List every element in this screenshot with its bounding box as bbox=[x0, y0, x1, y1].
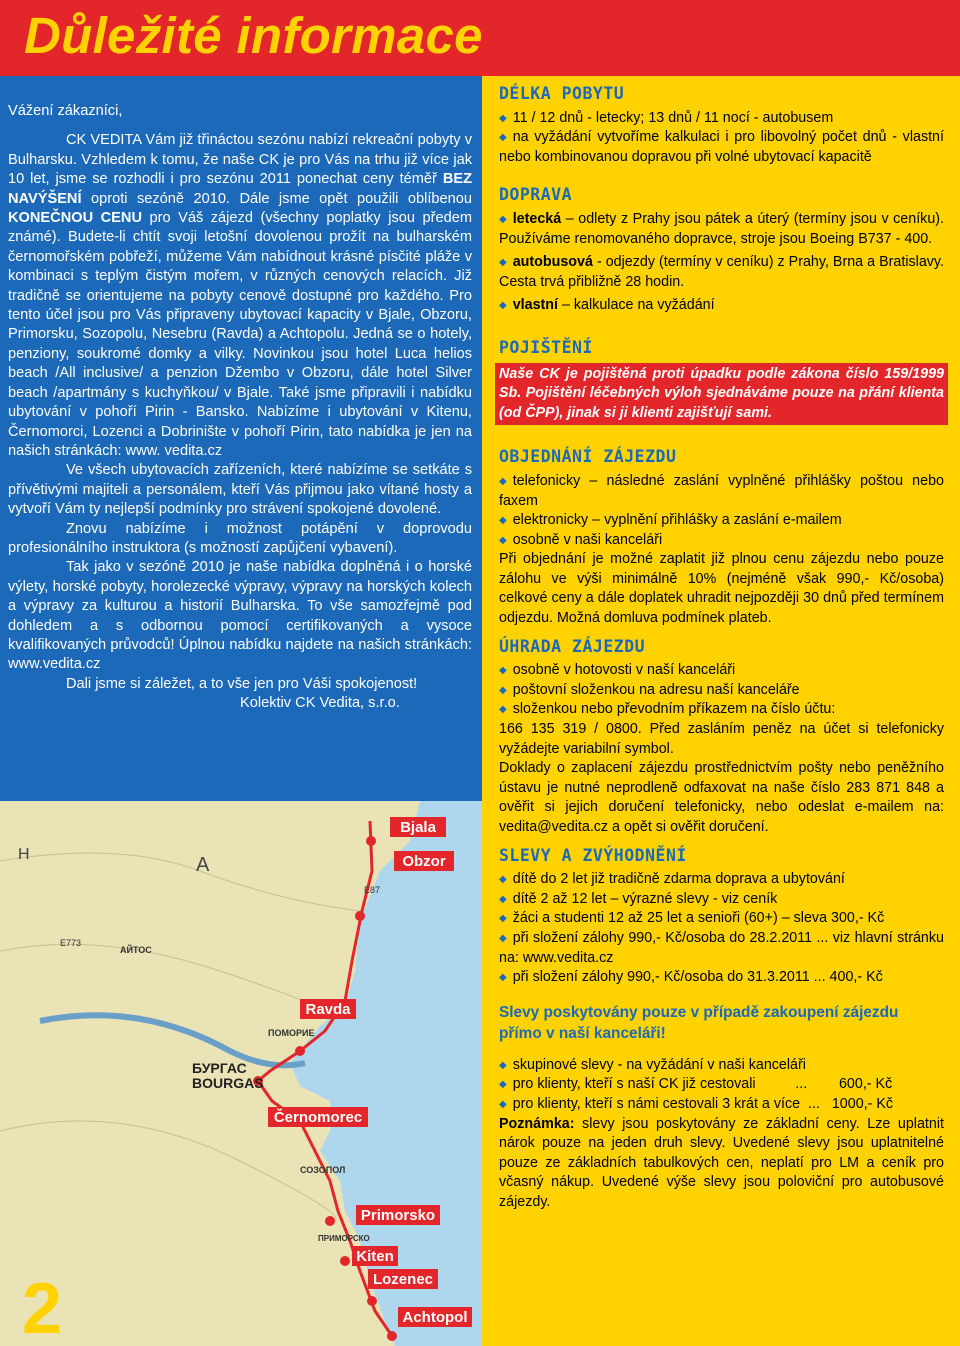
map-label-ravda bbox=[300, 999, 356, 1019]
svg-text:Lozenec: Lozenec bbox=[372, 1271, 434, 1288]
map-label-e87: E87 bbox=[364, 885, 381, 895]
route-dot bbox=[367, 1296, 377, 1306]
bullet-icon: ◆ bbox=[499, 874, 507, 886]
intro-paragraph-4: Tak jako v sezóně 2010 je naše nabídka doplněná i o horské výlety, horské pobyty, horolezecké výpravy, výpravy na horských kolech a výpravy za kulturou a historií Bulharska. To vše samozřejmě pod dohledem a s odbornou pomocí certifikovaných a vysoce kvalifikovaných průvodců! Úplnou nabídku najdete na našich stránkách: www.vedita.cz bbox=[8, 559, 472, 673]
svg-text:БУРГАС: БУРГАС bbox=[192, 1060, 247, 1076]
uhrada-item: ◆ osobně v hotovosti v naší kanceláři bbox=[499, 661, 944, 681]
slevy-item: ◆ žáci a studenti 12 až 25 let a senioři (60+) – sleva 300,- Kč bbox=[499, 909, 944, 929]
map-label-kiten bbox=[352, 1246, 398, 1266]
intro-thanks: Dali jsme si záležet, a to vše jen pro Váši spokojenost! bbox=[66, 675, 418, 692]
bullet-icon: ◆ bbox=[499, 300, 507, 312]
intro-highlight: BEZ NAVÝŠENÍ bbox=[8, 171, 472, 207]
intro-text: CK VEDITA Vám již třináctou sezónu nabízí rekreační pobyty v Bulharsku. Vzhledem k tomu, že naše CK je pro Vás na trhu již více jak 10 let, jsme se rozhodli i pro sezónu 2011 ponechat ceny téměř bbox=[8, 132, 472, 188]
bullet-icon: ◆ bbox=[499, 893, 507, 905]
section-title-pojisteni: POJIŠTĚNÍ bbox=[499, 337, 593, 357]
bullet-icon: ◆ bbox=[499, 704, 507, 716]
objednani-item: ◆ osobně v naši kanceláři bbox=[499, 531, 944, 551]
bullet-icon: ◆ bbox=[499, 1079, 507, 1091]
doprava-item: ◆ vlastní – kalkulace na vyžádání bbox=[499, 296, 944, 316]
coast-map bbox=[0, 801, 482, 1346]
slevy-item: ◆ při složení zálohy 990,- Kč/osoba do 28.2.2011 ... viz hlavní stránku na: www.vedita.cz bbox=[499, 929, 944, 966]
objednani-text: Při objednání je možné zaplatit již plnou cenu zájezdu nebo pouze zálohu ve výši minimálně 10% (nejméně však 990,- Kč/osoba) celkové ceny a dále doplatek uhradit nejpozději 30 dnů před termínem odjezdu. Možná domluva podmínek plateb. bbox=[499, 551, 944, 627]
map-label-sozopol: СОЗОПОЛ bbox=[300, 1165, 346, 1175]
svg-text:BOURGAS: BOURGAS bbox=[192, 1075, 264, 1091]
intro-highlight: KONEČNOU CENU bbox=[8, 210, 142, 227]
title-bar bbox=[0, 0, 960, 76]
bullet-icon: ◆ bbox=[499, 1059, 507, 1071]
svg-text:Obzor: Obzor bbox=[402, 853, 446, 870]
bullet-icon: ◆ bbox=[499, 932, 507, 944]
svg-text:Achtopol: Achtopol bbox=[402, 1309, 468, 1326]
svg-text:Ravda: Ravda bbox=[305, 1001, 351, 1018]
uhrada-account: 166 135 319 / 0800. Před zasláním peněz na účet si telefonicky vyžádejte variabilní symbol. bbox=[499, 721, 944, 757]
bullet-icon: ◆ bbox=[499, 515, 507, 527]
route-dot bbox=[366, 836, 376, 846]
map-label-e773: E773 bbox=[60, 938, 82, 948]
uhrada-item: ◆ složenkou nebo převodním příkazem na číslo účtu: bbox=[499, 700, 944, 720]
slevy-item: ◆ při složení zálohy 990,- Kč/osoba do 31.3.2011 ... 400,- Kč bbox=[499, 968, 944, 988]
left-column bbox=[0, 76, 482, 1346]
map-label-primorsko bbox=[356, 1205, 440, 1225]
intro-paragraph-3: Znovu nabízíme i možnost potápění v doprovodu profesionálního instruktora (s možností zapůjčení vybavení). bbox=[8, 520, 472, 556]
map-label-cernomorec bbox=[268, 1107, 368, 1127]
route-dot bbox=[355, 911, 365, 921]
bullet-icon: ◆ bbox=[499, 665, 507, 677]
section-title-uhrada: ÚHRADA ZÁJEZDU bbox=[499, 636, 646, 656]
right-column bbox=[482, 76, 960, 1346]
map-label-bjala bbox=[390, 817, 446, 837]
bullet-icon: ◆ bbox=[499, 684, 507, 696]
group-discount-item: ◆ pro klienty, kteří s námi cestovali 3 krát a více ... 1000,- Kč bbox=[499, 1095, 944, 1115]
route-dot bbox=[340, 1256, 350, 1266]
intro-signature: Kolektiv CK Vedita, s.r.o. bbox=[240, 695, 400, 712]
uhrada-item: ◆ poštovní složenkou na adresu naší kanceláře bbox=[499, 681, 944, 701]
map-label-lozenec bbox=[368, 1269, 438, 1289]
svg-text:Primorsko: Primorsko bbox=[360, 1207, 436, 1224]
delka-item: ◆ na vyžádání vytvoříme kalkulaci i pro libovolný počet dnů - vlastní nebo kombinovanou dopravou při volné ubytovací kapacitě bbox=[499, 129, 944, 165]
map-graphic bbox=[0, 801, 482, 1346]
map-label-aitos: АЙТОС bbox=[120, 945, 152, 955]
map-label-a: A bbox=[196, 854, 210, 876]
route-dot bbox=[325, 1216, 335, 1226]
objednani-item: ◆ telefonicky – následné zaslání vyplněné přihlášky poštou nebo faxem bbox=[499, 472, 944, 509]
doprava-item: ◆ autobusová - odjezdy (termíny v ceníku) z Prahy, Brna a Bratislavy. Cesta trvá přibližně 28 hodin. bbox=[499, 254, 944, 290]
map-label-obzor bbox=[394, 851, 454, 871]
intro-greeting: Vážení zákazníci, bbox=[8, 103, 123, 119]
map-label-pomorie: ПОМОРИЕ bbox=[268, 1028, 315, 1038]
doprava-item: ◆ letecká – odlety z Prahy jsou pátek a úterý (termíny jsou v ceníku). Používáme renomovaného dopravce, stroje jsou Boeing B737 - 400. bbox=[499, 210, 944, 247]
map-label-primorsko-cyr: ПРИМОРСКО bbox=[318, 1234, 370, 1243]
bullet-icon: ◆ bbox=[499, 213, 507, 225]
bullet-icon: ◆ bbox=[499, 257, 507, 269]
delka-item: ◆ 11 / 12 dnů - letecky; 13 dnů / 11 nocí - autobusem bbox=[499, 109, 944, 129]
map-label-h: H bbox=[18, 846, 30, 863]
slevy-footnote: Poznámka: slevy jsou poskytovány ze základní ceny. Lze uplatnit nárok pouze na jeden druh slevy. Uvedené slevy jsou uplatnitelné pouze ze základních tabulkových cen, neplatí pro LM a ceník pro včasný nákup. Uvedené výše slevy jsou poloviční pro autobusové zájezdy. bbox=[499, 1115, 944, 1210]
section-title-slevy: SLEVY A ZVÝHODNĚNÍ bbox=[499, 845, 687, 865]
uhrada-text: Doklady o zaplacení zájezdu prostřednictvím pošty nebo peněžního ústavu je nutné neprodleně odfaxovat na naše číslo 283 871 848 a ověřit si jejich doručení telefonicky, nebo odeslat e-mailem na: vedita@vedita.cz a opět si ověřit doručení. bbox=[499, 760, 944, 835]
page-number: 2 bbox=[22, 1269, 63, 1346]
bullet-icon: ◆ bbox=[499, 132, 507, 144]
svg-text:Černomorec: Černomorec bbox=[273, 1109, 363, 1126]
slevy-item: ◆ dítě do 2 let již tradičně zdarma doprava a ubytování bbox=[499, 870, 944, 890]
route-dot bbox=[387, 1331, 397, 1341]
bullet-icon: ◆ bbox=[499, 972, 507, 984]
bullet-icon: ◆ bbox=[499, 913, 507, 925]
bullet-icon: ◆ bbox=[499, 1098, 507, 1110]
slevy-item: ◆ dítě 2 až 12 let – výrazné slevy - viz ceník bbox=[499, 890, 944, 910]
objednani-item: ◆ elektronicky – vyplnění přihlášky a zaslání e-mailem bbox=[499, 511, 944, 531]
slevy-note: Slevy poskytovány pouze v případě zakoupení zájezdu přímo v naší kanceláři! bbox=[499, 1003, 899, 1042]
svg-text:Bjala: Bjala bbox=[400, 819, 436, 836]
group-discount-item: ◆ pro klienty, kteří s naší CK již cestovali ... 600,- Kč bbox=[499, 1075, 944, 1095]
intro-text: oproti sezóně 2010. Dále jsme opět použili oblíbenou bbox=[81, 190, 472, 207]
bullet-icon: ◆ bbox=[499, 112, 507, 124]
pojisteni-box: Naše CK je pojištěná proti úpadku podle zákona číslo 159/1999 Sb. Pojištění léčebných výloh sjednáváme pouze na přání klienta (od ČPP), jinak si ji klienti zajišťují sami. bbox=[495, 363, 948, 426]
page-title: Důležité informace bbox=[24, 7, 483, 64]
route-dot bbox=[295, 1046, 305, 1056]
intro-paragraph-1 bbox=[8, 131, 472, 461]
intro-box bbox=[0, 76, 482, 801]
intro-paragraph-2: Ve všech ubytovacích zařízeních, které nabízíme se setkáte s přívětivými majiteli a personálem, kteří Vás přijmou jako vítané hosty a vytvoří Vám ty nejlepší podmínky pro strávení spokojené dovolené. bbox=[8, 462, 472, 518]
bullet-icon: ◆ bbox=[499, 475, 507, 487]
intro-text: pro Váš zájezd (všechny poplatky jsou předem známé). Budete-li chtít svoji letošní dovolenou prožít na bulharském černomořském pobřeží, můžeme Vám nabídnout krásné písčité pláže v kombinaci s teplým čistým mořem, v různých cenových relacích. Již tradičně se orientujeme na pobyty cenově dostupné pro každého. Pro tento účel jsou pro Vás připraveny ubytovací kapacity v Bjale, Obzoru, Primorsku, Sozopolu, Nesebru (Ravda) a Achtopolu. Jedná se o hotely, penziony, soukromé domky a vilky. Novinkou jsou hotel Luca helios beach /All inclusive/ a penzion Džembo v Obzoru, dále hotel Silver beach /apartmány s kuchyňkou/ v Bjale. Také jsme připravili i nabídku ubytování v pohoří Pirin - Bansko. Nabízíme i ubytování v Kitenu, Černomorci, Lozenci a Dobrinište v pohoří Pirin, tato nabídka je jen na našich stránkách: www. vedita.cz bbox=[8, 210, 472, 459]
section-title-delka: DÉLKA POBYTU bbox=[499, 84, 625, 103]
map-label-achtopol bbox=[398, 1307, 472, 1327]
bullet-icon: ◆ bbox=[499, 534, 507, 546]
group-discount-item: ◆ skupinové slevy - na vyžádání v naši kanceláři bbox=[499, 1056, 944, 1076]
section-title-doprava: DOPRAVA bbox=[499, 185, 573, 205]
svg-text:Kiten: Kiten bbox=[356, 1248, 394, 1265]
section-title-objednani: OBJEDNÁNÍ ZÁJEZDU bbox=[499, 447, 677, 467]
